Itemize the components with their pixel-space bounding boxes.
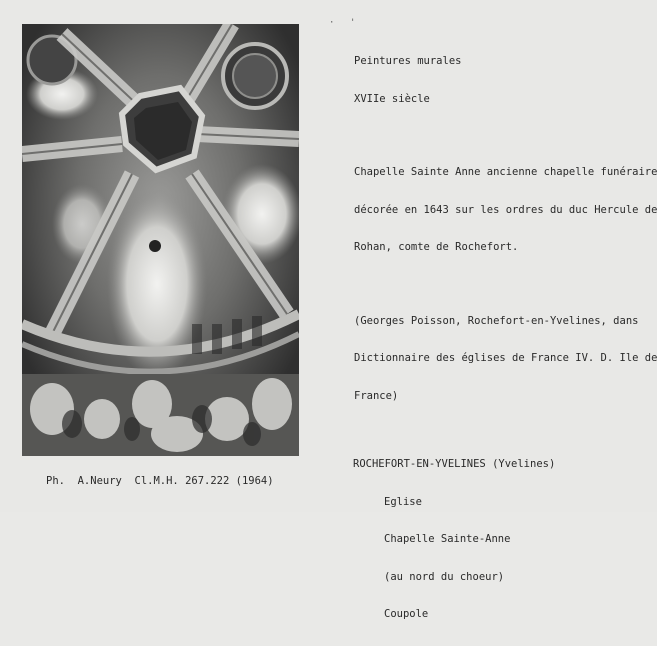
cupola-image <box>22 24 299 456</box>
location-title: ROCHEFORT-EN-YVELINES (Yvelines) <box>353 458 556 470</box>
header-line-1: Peintures murales <box>354 55 462 67</box>
location-line-3: (au nord du choeur) <box>384 570 505 583</box>
reference-line-1: (Georges Poisson, Rochefort-en-Yvelines, dans <box>354 314 639 327</box>
description-line-2: décorée en 1643 sur les ordres du duc Hercule de <box>354 203 657 216</box>
description-line-1: Chapelle Sainte Anne ancienne chapelle funéraire <box>354 166 657 178</box>
scan-dot-mark: · <box>329 18 335 28</box>
description-line-3: Rohan, comte de Rochefort. <box>354 241 519 253</box>
caption-block <box>354 30 657 427</box>
reference-line-3: France) <box>354 389 399 402</box>
location-line-4: Coupole <box>384 608 429 620</box>
location-line-1: Eglise <box>384 495 422 508</box>
location-line-2: Chapelle Sainte-Anne <box>384 533 511 545</box>
location-block <box>353 433 555 646</box>
cupola-photograph <box>22 24 299 456</box>
photo-credit: Ph. A.Neury Cl.M.H. 267.222 (1964) <box>46 475 274 487</box>
reference-line-2: Dictionnaire des églises de France IV. D. Ile de <box>354 352 657 364</box>
scan-tick-mark: ' <box>350 18 356 28</box>
header-line-2: XVIIe siècle <box>354 92 430 105</box>
